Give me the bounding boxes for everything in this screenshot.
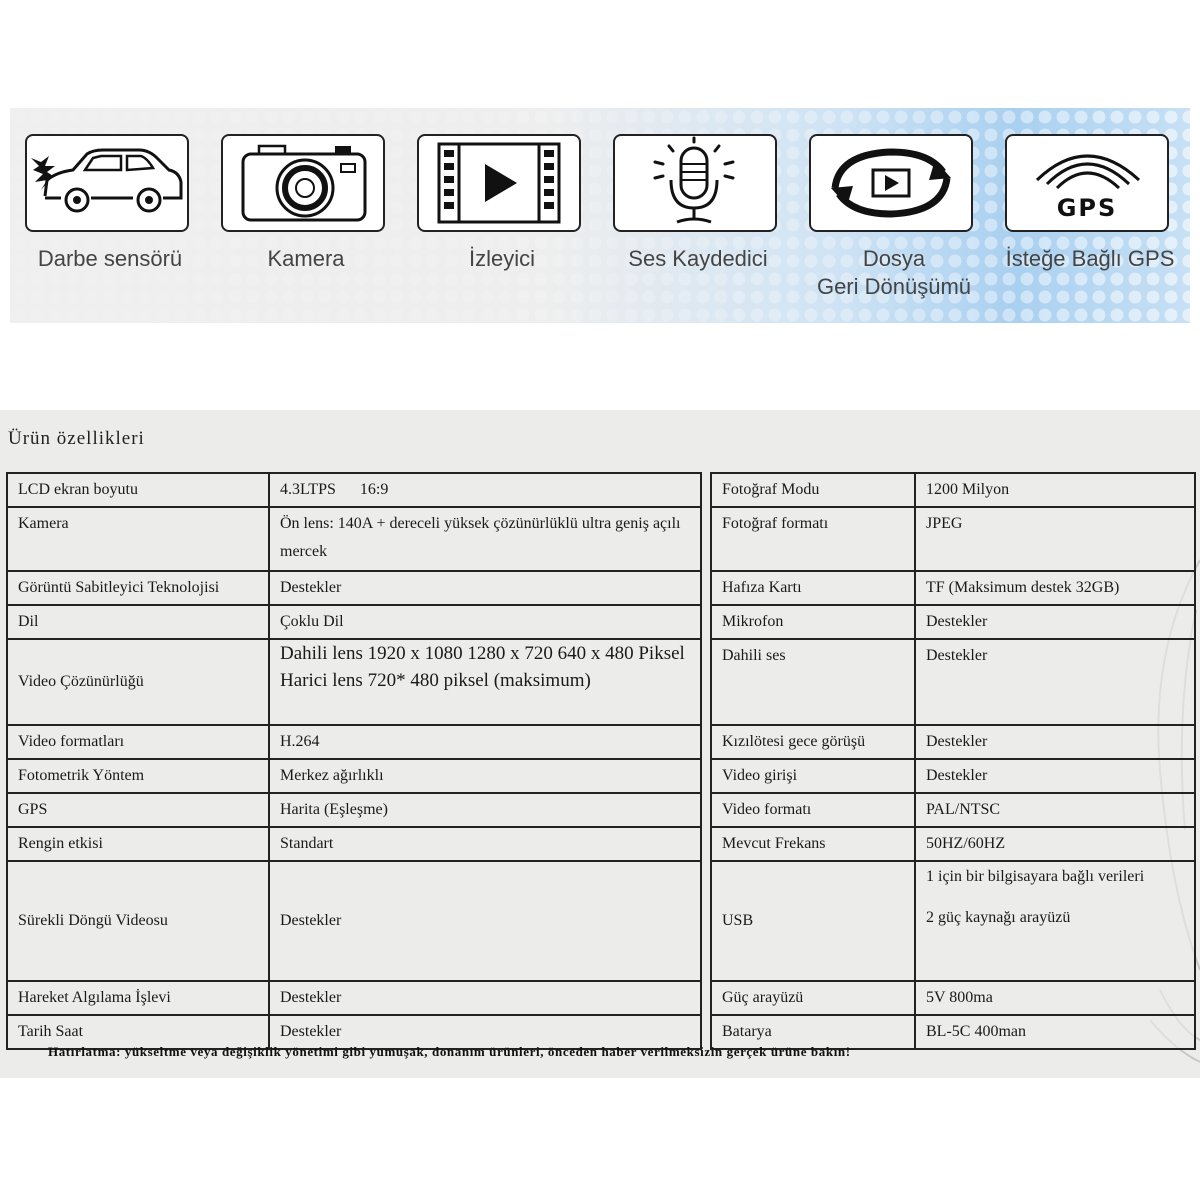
feature-label bbox=[789, 245, 999, 301]
table-row bbox=[7, 605, 701, 639]
feature-label: İzleyici bbox=[468, 246, 535, 271]
spec-label: Güç arayüzü bbox=[711, 981, 915, 1015]
spec-label: USB bbox=[711, 861, 915, 981]
spec-label: Rengin etkisi bbox=[7, 827, 269, 861]
spec-label: Hareket Algılama İşlevi bbox=[7, 981, 269, 1015]
feature-icon-frame bbox=[417, 134, 581, 232]
feature-banner bbox=[10, 108, 1190, 323]
spec-value: Destekler bbox=[269, 981, 701, 1015]
table-row bbox=[711, 605, 1195, 639]
spec-label: Hafıza Kartı bbox=[711, 571, 915, 605]
spec-value: Destekler bbox=[915, 639, 1195, 725]
spec-label: Kamera bbox=[7, 507, 269, 571]
spec-value: 5V 800ma bbox=[915, 981, 1195, 1015]
table-row bbox=[711, 507, 1195, 571]
spec-table-right bbox=[710, 472, 1196, 1050]
table-row bbox=[711, 571, 1195, 605]
feature-icon-frame bbox=[809, 134, 973, 232]
spec-value-line: Dahili lens 1920 x 1080 1280 x 720 640 x 480 Piksel bbox=[280, 643, 685, 664]
spec-value: 4.3LTPS 16:9 bbox=[269, 473, 701, 507]
camera-icon bbox=[223, 136, 383, 230]
table-row bbox=[7, 571, 701, 605]
spec-table-left bbox=[6, 472, 702, 1050]
table-row bbox=[7, 725, 701, 759]
spec-value: Destekler bbox=[915, 725, 1195, 759]
table-row bbox=[711, 861, 1195, 981]
spec-value: Destekler bbox=[269, 1015, 701, 1049]
spec-value: Çoklu Dil bbox=[269, 605, 701, 639]
spec-label: Dil bbox=[7, 605, 269, 639]
spec-label: Batarya bbox=[711, 1015, 915, 1049]
table-row bbox=[711, 759, 1195, 793]
spec-label: Fotometrik Yöntem bbox=[7, 759, 269, 793]
table-row bbox=[7, 759, 701, 793]
spec-label: Video formatı bbox=[711, 793, 915, 827]
table-row bbox=[7, 981, 701, 1015]
feature-label-line1: Dosya bbox=[862, 246, 926, 271]
table-row bbox=[711, 473, 1195, 507]
spec-label: LCD ekran boyutu bbox=[7, 473, 269, 507]
spec-value: JPEG bbox=[915, 507, 1195, 571]
spec-label: Video formatları bbox=[7, 725, 269, 759]
spec-value-line: 2 güç kaynağı arayüzü bbox=[926, 909, 1071, 926]
spec-label: Video Çözünürlüğü bbox=[7, 639, 269, 725]
feature-label: Kamera bbox=[267, 246, 345, 271]
table-row bbox=[7, 827, 701, 861]
spec-value: 50HZ/60HZ bbox=[915, 827, 1195, 861]
spec-value: PAL/NTSC bbox=[915, 793, 1195, 827]
spec-value: Standart bbox=[269, 827, 701, 861]
spec-sheet bbox=[0, 410, 1200, 1078]
spec-value: TF (Maksimum destek 32GB) bbox=[915, 571, 1195, 605]
table-row bbox=[711, 725, 1195, 759]
spec-value bbox=[915, 861, 1195, 981]
spec-value: Harita (Eşleşme) bbox=[269, 793, 701, 827]
microphone-icon bbox=[615, 136, 775, 230]
table-row bbox=[7, 861, 701, 981]
feature-label-line2: Geri Dönüşümü bbox=[816, 274, 972, 299]
feature-label: Darbe sensörü bbox=[37, 246, 183, 271]
spec-label: Sürekli Döngü Videosu bbox=[7, 861, 269, 981]
spec-label: Fotoğraf Modu bbox=[711, 473, 915, 507]
spec-value: BL-5C 400man bbox=[915, 1015, 1195, 1049]
spec-value: 1200 Milyon bbox=[915, 473, 1195, 507]
spec-label: Mevcut Frekans bbox=[711, 827, 915, 861]
table-row bbox=[7, 473, 701, 507]
gps-badge-text: GPS bbox=[1056, 194, 1118, 222]
spec-value: Destekler bbox=[269, 861, 701, 981]
spec-value: Destekler bbox=[269, 571, 701, 605]
reminder-note: Hatırlatma: yükseltme veya değişiklik yönetimi gibi yumuşak, donanım ürünleri, önceden haber verilmeksizin gerçek ürüne bakın! bbox=[48, 1044, 851, 1059]
feature-icon-frame bbox=[613, 134, 777, 232]
spec-value-line: 1 için bir bilgisayara bağlı verileri bbox=[926, 868, 1145, 885]
table-row bbox=[7, 507, 701, 571]
spec-label: Mikrofon bbox=[711, 605, 915, 639]
spec-value: Merkez ağırlıklı bbox=[269, 759, 701, 793]
spec-label: Fotoğraf formatı bbox=[711, 507, 915, 571]
table-row bbox=[711, 981, 1195, 1015]
spec-value: H.264 bbox=[269, 725, 701, 759]
table-row bbox=[711, 793, 1195, 827]
table-row bbox=[7, 793, 701, 827]
table-row bbox=[7, 639, 701, 725]
film-play-icon bbox=[419, 136, 579, 230]
feature-icon-frame bbox=[221, 134, 385, 232]
spec-value-line: Harici lens 720* 480 piksel (maksimum) bbox=[280, 670, 591, 691]
feature-label: Ses Kaydedici bbox=[628, 246, 768, 271]
spec-label: GPS bbox=[7, 793, 269, 827]
spec-value: Destekler bbox=[915, 759, 1195, 793]
spec-value bbox=[269, 639, 701, 725]
spec-label: Tarih Saat bbox=[7, 1015, 269, 1049]
recycle-play-icon bbox=[811, 136, 971, 230]
spec-label: Dahili ses bbox=[711, 639, 915, 725]
table-row bbox=[711, 639, 1195, 725]
feature-icon-frame bbox=[25, 134, 189, 232]
spec-value: Ön lens: 140A + dereceli yüksek çözünürlüklü ultra geniş açılı mercek bbox=[269, 507, 701, 571]
spec-label: Kızılötesi gece görüşü bbox=[711, 725, 915, 759]
feature-icon-frame bbox=[1005, 134, 1169, 232]
feature-label: İsteğe Bağlı GPS bbox=[1005, 246, 1175, 271]
sheet-title: Ürün özellikleri bbox=[8, 428, 145, 449]
spec-label: Video girişi bbox=[711, 759, 915, 793]
spec-value: Destekler bbox=[915, 605, 1195, 639]
spec-label: Görüntü Sabitleyici Teknolojisi bbox=[7, 571, 269, 605]
table-row bbox=[711, 827, 1195, 861]
car-impact-icon bbox=[27, 136, 187, 230]
